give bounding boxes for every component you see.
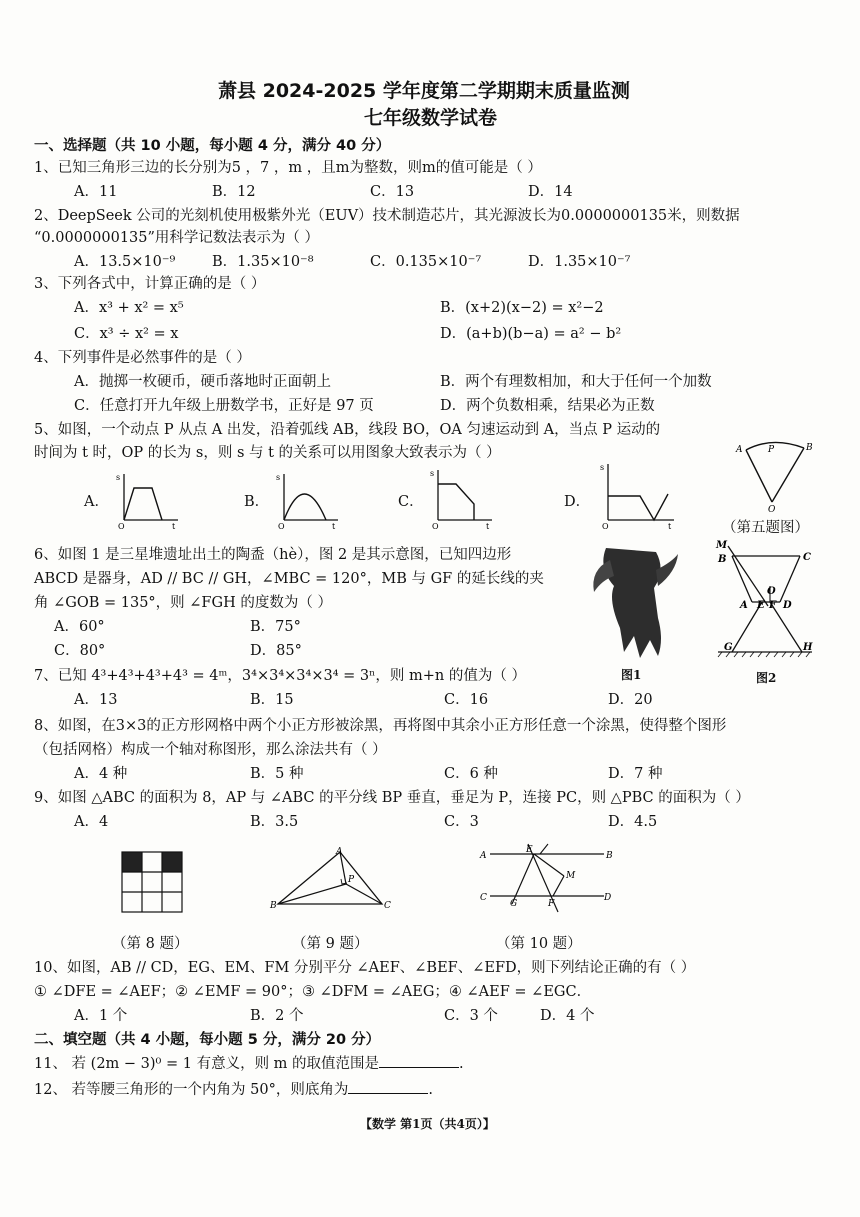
q5a-t-label: t <box>172 522 176 530</box>
q5d-t-label: t <box>668 522 672 530</box>
q3-option-b: B．(x+2)(x−2) = x²−2 <box>440 300 604 316</box>
q4-option-b: B．两个有理数相加，和大于任何一个加数 <box>440 374 712 390</box>
q5a-o-label: O <box>118 522 125 530</box>
q1-option-a: A．11 <box>74 184 118 200</box>
q7-option-a: A．13 <box>74 692 118 708</box>
section-heading-choice: 一、选择题（共 10 小题，每小题 4 分，满分 40 分） <box>34 138 391 154</box>
q9fig-B: B <box>270 901 277 911</box>
q6d-F: F <box>769 600 777 611</box>
question-6-line2: ABCD 是器身，AD // BC // GH，∠MBC = 120°，MB 与 GF 的延长线的夹 <box>34 571 544 587</box>
q7-option-b: B．15 <box>250 692 294 708</box>
q2-option-d: D．1.35×10⁻⁷ <box>528 254 631 270</box>
q6-fig1-caption: 图1 <box>621 668 642 682</box>
q6-option-b: B．75° <box>250 619 301 635</box>
q5b-s-label: s <box>276 473 281 482</box>
q2-option-b: B．1.35×10⁻⁸ <box>212 254 314 270</box>
q1-option-d: D．14 <box>528 184 573 200</box>
question-8-line2: （包括网格）构成一个轴对称图形，那么涂法共有（ ） <box>34 742 387 758</box>
q8-grid-figure <box>120 850 186 916</box>
q9-option-b: B．3.5 <box>250 814 299 830</box>
q3-option-a: A．x³ + x² = x⁵ <box>74 300 184 316</box>
q5-option-a: A． <box>84 494 109 510</box>
q8-option-a: A．4 种 <box>74 766 128 782</box>
q8-option-c: C．6 种 <box>444 766 498 782</box>
q9fig-P: P <box>348 875 355 885</box>
q2-option-c: C．0.135×10⁻⁷ <box>370 254 482 270</box>
question-3-stem: 3、下列各式中，计算正确的是（ ） <box>34 276 266 292</box>
q9-triangle-figure <box>268 846 398 916</box>
q10-option-a: A．1 个 <box>74 1008 128 1024</box>
q10fig-A: A <box>480 851 487 861</box>
q6d-H: H <box>803 642 813 653</box>
q5-graph-c <box>428 466 498 530</box>
q5b-t-label: t <box>332 522 336 530</box>
page-title: 萧县 2024-2025 学年度第二学期期末质量监测 <box>218 80 630 102</box>
q6d-C: C <box>803 552 811 563</box>
q9-option-c: C．3 <box>444 814 479 830</box>
q10-figure-caption: （第 10 题） <box>496 936 582 952</box>
q11-text: 11、 若 (2m − 3)⁰ = 1 有意义，则 m 的取值范围是 <box>34 1056 380 1072</box>
q6d-D: D <box>783 600 792 611</box>
q6-fig2-caption: 图2 <box>756 671 777 685</box>
q6-diagram <box>710 536 820 676</box>
q3-option-c: C．x³ ÷ x² = x <box>74 326 179 342</box>
q7-option-d: D．20 <box>608 692 653 708</box>
q9fig-C: C <box>384 901 391 911</box>
question-6-line1: 6、如图 1 是三星堆遗址出土的陶盉（hè），图 2 是其示意图，已知四边形 <box>34 547 512 563</box>
q4-option-d: D．两个负数相乘，结果必为正数 <box>440 398 655 414</box>
q6-option-d: D．85° <box>250 643 302 659</box>
q9fig-A: A <box>336 847 343 857</box>
q5c-s-label: s <box>430 469 435 478</box>
question-5-stem-line1: 5、如图，一个动点 P 从点 A 出发，沿着弧线 AB，线段 BO，OA 匀速运动到 A，当点 P 运动的 <box>34 422 661 438</box>
q10fig-C: C <box>480 893 487 903</box>
q2-option-a: A．13.5×10⁻⁹ <box>74 254 176 270</box>
question-9-stem: 9、如图 △ABC 的面积为 8，AP 与 ∠ABC 的平分线 BP 垂直，垂足为 P，连接 PC，则 △PBC 的面积为（ ） <box>34 790 750 806</box>
q12-answer-blank[interactable] <box>348 1079 428 1094</box>
q5-option-b: B． <box>244 494 270 510</box>
q12-period: . <box>428 1082 433 1098</box>
q3-option-d: D．(a+b)(b−a) = a² − b² <box>440 326 622 342</box>
q5-option-c: C． <box>398 494 424 510</box>
q1-option-c: C．13 <box>370 184 415 200</box>
question-2-stem-line2: “0.0000000135”用科学记数法表示为（ ） <box>34 230 320 246</box>
q5d-o-label: O <box>602 522 609 530</box>
question-6-line3: 角 ∠GOB = 135°，则 ∠FGH 的度数为（ ） <box>34 595 332 611</box>
q5-graph-b <box>274 470 344 530</box>
q10fig-D: D <box>604 893 612 903</box>
q10-parallel-figure <box>476 840 616 920</box>
q10-option-d: D．4 个 <box>540 1008 595 1024</box>
q8-shaded-cell <box>122 852 142 872</box>
q10fig-B: B <box>606 851 613 861</box>
question-7-stem: 7、已知 4³+4³+4³+4³ = 4ᵐ，3⁴×3⁴×3⁴×3⁴ = 3ⁿ，则 m+n 的值为（ ） <box>34 668 526 684</box>
q6d-M: M <box>716 540 728 551</box>
q6-vessel-photo <box>584 540 684 665</box>
q9-option-d: D．4.5 <box>608 814 658 830</box>
q5fig-P: P <box>768 445 775 455</box>
q6-option-c: C．80° <box>54 643 106 659</box>
q8-figure-caption: （第 8 题） <box>112 936 189 952</box>
q7-option-c: C．16 <box>444 692 489 708</box>
q11-period: . <box>459 1056 464 1072</box>
q10fig-F: F <box>548 899 555 909</box>
q6d-G: G <box>724 642 733 653</box>
question-2-stem-line1: 2、DeepSeek 公司的光刻机使用极紫外光（EUV）技术制造芯片，其光源波长为0.0000000135米，则数据 <box>34 208 740 224</box>
q5c-t-label: t <box>486 522 490 530</box>
question-5-stem-line2: 时间为 t 时，OP 的长为 s，则 s 与 t 的关系可以用图象大致表示为（ ） <box>34 445 501 461</box>
q10fig-G: G <box>510 899 518 909</box>
question-8-line1: 8、如图，在3×3的正方形网格中两个小正方形被涂黑，再将图中其余小正方形任意一个涂黑，使得整个图形 <box>34 718 727 734</box>
q6d-A: A <box>740 600 748 611</box>
question-1-stem: 1、已知三角形三边的长分别为5 ，7 ，m ，且m为整数，则m的值可能是（ ） <box>34 160 542 176</box>
q1-option-b: B．12 <box>212 184 256 200</box>
q5d-s-label: s <box>600 463 605 472</box>
page-footer: 【数学 第1页（共4页）】 <box>360 1117 495 1131</box>
q5b-o-label: O <box>278 522 285 530</box>
q12-text: 12、 若等腰三角形的一个内角为 50°，则底角为 <box>34 1082 349 1098</box>
q9-option-a: A．4 <box>74 814 109 830</box>
q8-option-b: B．5 种 <box>250 766 304 782</box>
q8-shaded-cell <box>162 852 182 872</box>
question-10-conclusions: ① ∠DFE = ∠AEF；② ∠EMF = 90°；③ ∠DFM = ∠AEG；④ ∠AEF = ∠EGC． <box>34 984 592 1000</box>
q8-option-d: D．7 种 <box>608 766 663 782</box>
q6-option-a: A．60° <box>54 619 105 635</box>
q6d-E: E <box>757 600 765 611</box>
q10fig-M: M <box>566 871 576 881</box>
q9-figure-caption: （第 9 题） <box>292 936 369 952</box>
q6d-B: B <box>718 554 727 565</box>
q5c-o-label: O <box>432 522 439 530</box>
q10-option-b: B．2 个 <box>250 1008 304 1024</box>
q11-answer-blank[interactable] <box>379 1053 459 1068</box>
q4-option-c: C．任意打开九年级上册数学书，正好是 97 页 <box>74 398 374 414</box>
section-heading-fill: 二、填空题（共 4 小题，每小题 5 分，满分 20 分） <box>34 1032 381 1048</box>
q10-option-c: C．3 个 <box>444 1008 498 1024</box>
q5-figure-caption: （第五题图） <box>722 520 809 536</box>
q5fig-A: A <box>736 445 743 455</box>
question-12 <box>34 1078 433 1099</box>
q5a-s-label: s <box>116 473 121 482</box>
q5-graph-d <box>596 460 680 530</box>
question-10-stem: 10、如图，AB // CD，EG、EM、FM 分别平分 ∠AEF、∠BEF、∠EFD，则下列结论正确的有（ ） <box>34 960 696 976</box>
page-subtitle: 七年级数学试卷 <box>364 107 498 129</box>
q5-graph-a <box>114 470 184 530</box>
q6d-O: O <box>767 586 776 597</box>
q5fig-O: O <box>768 505 776 515</box>
q5-option-d: D． <box>564 494 591 510</box>
q5fig-B: B <box>806 443 813 453</box>
q10fig-E: E <box>526 845 533 855</box>
question-11 <box>34 1052 464 1073</box>
q4-option-a: A．抛掷一枚硬币，硬币落地时正面朝上 <box>74 374 331 390</box>
question-4-stem: 4、下列事件是必然事件的是（ ） <box>34 350 251 366</box>
q5-sector-figure <box>728 436 818 516</box>
